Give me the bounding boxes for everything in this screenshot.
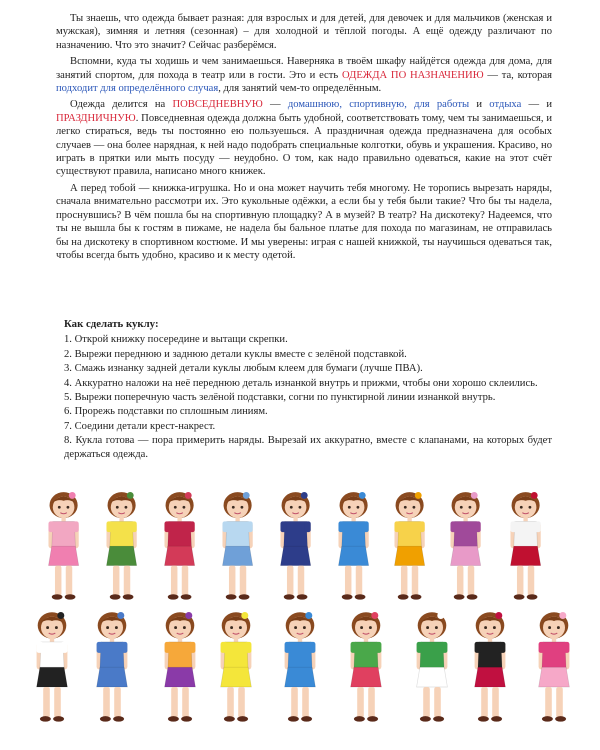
instruction-step: 5. Вырежи поперечную часть зелёной подставки, согни по пунктирной линии изнанкой внутрь. bbox=[64, 392, 496, 404]
highlight-rest: отдыха bbox=[489, 99, 522, 111]
rocker-doll bbox=[475, 612, 506, 722]
body-text bbox=[56, 12, 552, 262]
instruction-step: 1. Открой книжку посередине и вытащи скрепки. bbox=[64, 334, 288, 346]
highlight-purpose: ОДЕЖДА ПО НАЗНАЧЕНИЮ bbox=[341, 69, 484, 81]
paragraph-1: Ты знаешь, что одежда бывает разная: для взрослых и для детей, для девочек и для мальчиков (женская и мужская), зимняя и летняя (сезонная) – для холодной и тёплой погоды. А ещё одежду различают по назначению. Что это значит? Сейчас разберёмся. bbox=[56, 13, 552, 51]
snowboard-doll bbox=[97, 612, 128, 722]
striped-dress-doll bbox=[37, 612, 68, 722]
instruction-step: 2. Вырежи переднюю и заднюю детали куклы вместе с зелёной подставкой. bbox=[64, 348, 407, 360]
paragraph-4: А перед тобой — книжка-игрушка. Но и она может научить тебя многому. Не торопись вырезать наряды, сначала внимательно рассмотри их. Это кукольные одёжки, а если бы у тебя были такие? Что бы ты надела, проснувшись? В чём пошла бы на спортивную площадку? А в музей? В театр? На дискотеку? Надеемся, что ты не вышла бы к гостям в пижаме, не надела бы бальное платье для похода по магазинам, не отправилась бы на дискотеку в спортивном костюме. И мы уверены: играя с нашей книжкой, ты научишься одеваться так, чтобы всегда быть удобно, красиво и к месту одетой. bbox=[56, 182, 552, 261]
floral-dress-doll bbox=[417, 612, 448, 722]
highlight-everyday: ПОВСЕДНЕВНУЮ bbox=[172, 99, 263, 111]
instructions-title: Как сделать куклу: bbox=[64, 318, 159, 330]
green-tshirt-doll bbox=[351, 612, 382, 722]
highlight-festive: ПРАЗДНИЧНУЮ bbox=[56, 112, 136, 124]
instruction-step: 6. Прорежь подставки по сплошным линиям. bbox=[64, 406, 268, 418]
dolls-illustration bbox=[28, 488, 588, 738]
hat-doll bbox=[450, 492, 480, 600]
skirt-doll bbox=[510, 492, 540, 600]
instruction-step: 4. Аккуратно наложи на неё переднюю деталь изнанкой внутрь и прижми, чтобы они хорошо склеились. bbox=[64, 377, 538, 389]
instructions-list bbox=[64, 333, 552, 461]
jeans-doll bbox=[338, 492, 368, 600]
highlight-occasion: подходит для определённого случая bbox=[56, 83, 219, 95]
school-doll bbox=[164, 492, 194, 600]
party-doll bbox=[539, 612, 570, 722]
raincoat-doll bbox=[221, 612, 252, 722]
paragraph-3: Одежда делится на ПОВСЕДНЕВНУЮ — домашнюю, спортивную, для работы и отдыха — и ПРАЗДНИЧНУЮ. Повседневная одежда должна быть удобной, соответствовать тому, чем ты занимаешься, и легко стираться, ведь ты постоянно ею пользуешься. А праздничная одежда предназначена для особых случаев — она более нарядная, к ней надо подобрать специальные колготки, обувь и украшения. Красиво, но играть в прятки или мыть посуду — неудобно. О том, как надо правильно одеваться, какие на этот счёт существуют правила, написано много книжек. bbox=[56, 99, 553, 178]
instruction-step: 7. Соедини детали крест-накрест. bbox=[64, 420, 216, 432]
pinafore-doll bbox=[280, 492, 310, 600]
instructions bbox=[64, 318, 552, 462]
instruction-step: 8. Кукла готова — пора примерить наряды. Вырезай их аккуратно, вместе с клапанами, на которых будет держаться одежда. bbox=[64, 435, 552, 460]
sport-doll bbox=[106, 492, 136, 600]
overalls-doll bbox=[222, 492, 252, 600]
highlight-types: домашнюю, спортивную, для работы bbox=[287, 99, 470, 111]
instruction-step: 3. Смажь изнанку задней детали куклы любым клеем для бумаги (лучше ПВА). bbox=[64, 363, 423, 375]
pajama-doll bbox=[48, 492, 78, 600]
paragraph-2: Вспомни, куда ты ходишь и чем занимаешься. Наверняка в твоём шкафу найдётся одежда для дома, для занятий спортом, для похода в театр или в гости. Это и есть ОДЕЖДА ПО НАЗНАЧЕНИЮ — та, которая подходит для определённого случая, для занятий чем-то определённым. bbox=[56, 56, 552, 95]
overall-shorts-doll bbox=[285, 612, 316, 722]
beach-doll bbox=[394, 492, 424, 600]
dolls-drawing bbox=[28, 488, 588, 738]
purple-doll bbox=[165, 612, 196, 722]
